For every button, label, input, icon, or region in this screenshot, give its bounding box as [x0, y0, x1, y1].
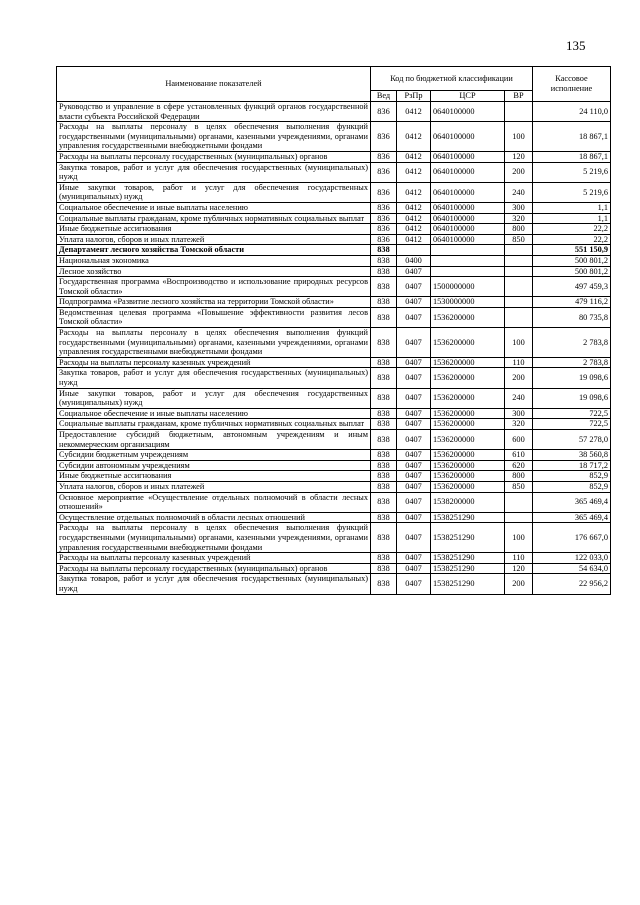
- row-vr: 200: [505, 574, 533, 594]
- row-vr: 300: [505, 202, 533, 213]
- row-csr: 0640100000: [431, 122, 505, 152]
- row-name: Расходы на выплаты персоналу казенных учреждений: [57, 553, 371, 564]
- row-amount: 5 219,6: [533, 182, 611, 202]
- row-rzpr: 0407: [397, 563, 431, 574]
- table-row: [57, 388, 611, 408]
- row-csr: 0640100000: [431, 202, 505, 213]
- row-csr: 1536200000: [431, 471, 505, 482]
- page-number: 135: [566, 38, 586, 53]
- row-vr: [505, 245, 533, 256]
- header-name: Наименование показателей: [57, 67, 371, 102]
- row-amount: 22 956,2: [533, 574, 611, 594]
- row-vr: 110: [505, 357, 533, 368]
- table-row: [57, 122, 611, 152]
- row-csr: 1538251290: [431, 512, 505, 523]
- row-name: Иные закупки товаров, работ и услуг для обеспечения государственных (муниципальных) нужд: [57, 182, 371, 202]
- table-row: [57, 563, 611, 574]
- row-csr: 1536200000: [431, 368, 505, 388]
- row-ved: 836: [371, 151, 397, 162]
- row-rzpr: 0407: [397, 307, 431, 327]
- row-rzpr: 0412: [397, 182, 431, 202]
- row-csr: 1530000000: [431, 297, 505, 308]
- row-csr: 1536200000: [431, 481, 505, 492]
- row-ved: 838: [371, 563, 397, 574]
- row-csr: 1536200000: [431, 460, 505, 471]
- row-rzpr: 0412: [397, 122, 431, 152]
- row-csr: 1538251290: [431, 563, 505, 574]
- row-ved: 838: [371, 419, 397, 430]
- row-csr: 1538251290: [431, 523, 505, 553]
- row-vr: 100: [505, 122, 533, 152]
- row-vr: 120: [505, 151, 533, 162]
- row-name: Расходы на выплаты персоналу в целях обеспечения выполнения функций государственными (муниципальными) органами, казенными учреждениями, органами управления государственными внебюджетными фондами: [57, 122, 371, 152]
- row-rzpr: [397, 245, 431, 256]
- row-ved: 838: [371, 388, 397, 408]
- row-csr: 1536200000: [431, 307, 505, 327]
- row-rzpr: 0407: [397, 328, 431, 358]
- row-rzpr: 0412: [397, 151, 431, 162]
- row-name: Закупка товаров, работ и услуг для обеспечения государственных (муниципальных) нужд: [57, 574, 371, 594]
- row-csr: 0640100000: [431, 182, 505, 202]
- table-row: [57, 460, 611, 471]
- row-name: Расходы на выплаты персоналу в целях обеспечения выполнения функций государственными (муниципальными) органами, казенными учреждениями, органами управления государственными внебюджетными фондами: [57, 523, 371, 553]
- row-csr: 1536200000: [431, 388, 505, 408]
- row-rzpr: 0407: [397, 450, 431, 461]
- row-rzpr: 0412: [397, 213, 431, 224]
- row-name: Субсидии бюджетным учреждениям: [57, 450, 371, 461]
- row-amount: 1,1: [533, 213, 611, 224]
- row-name: Предоставление субсидий бюджетным, автономным учреждениям и иным некоммерческим организациям: [57, 430, 371, 450]
- row-vr: 100: [505, 523, 533, 553]
- row-name: Руководство и управление в сфере установленных функций органов государственной власти субъекта Российской Федерации: [57, 102, 371, 122]
- row-ved: 838: [371, 328, 397, 358]
- row-name: Государственная программа «Воспроизводство и использование природных ресурсов Томской области»: [57, 277, 371, 297]
- row-amount: 18 717,2: [533, 460, 611, 471]
- row-name: Закупка товаров, работ и услуг для обеспечения государственных (муниципальных) нужд: [57, 162, 371, 182]
- row-amount: 722,5: [533, 419, 611, 430]
- row-amount: 22,2: [533, 234, 611, 245]
- header-csr: ЦСР: [431, 91, 505, 102]
- row-csr: 1500000000: [431, 277, 505, 297]
- row-ved: 836: [371, 122, 397, 152]
- table-row: [57, 234, 611, 245]
- row-csr: 1536200000: [431, 328, 505, 358]
- row-vr: [505, 266, 533, 277]
- row-name: Расходы на выплаты персоналу государственных (муниципальных) органов: [57, 563, 371, 574]
- table-row: [57, 512, 611, 523]
- row-ved: 838: [371, 408, 397, 419]
- row-amount: 497 459,3: [533, 277, 611, 297]
- row-csr: 1536200000: [431, 408, 505, 419]
- row-amount: 852,9: [533, 471, 611, 482]
- row-rzpr: 0407: [397, 408, 431, 419]
- row-name: Расходы на выплаты персоналу казенных учреждений: [57, 357, 371, 368]
- table-row: [57, 471, 611, 482]
- row-rzpr: 0412: [397, 224, 431, 235]
- row-name: Национальная экономика: [57, 255, 371, 266]
- row-ved: 838: [371, 512, 397, 523]
- table-row: [57, 297, 611, 308]
- row-vr: [505, 307, 533, 327]
- row-name: Расходы на выплаты персоналу в целях обеспечения выполнения функций государственными (муниципальными) органами, казенными учреждениями, органами управления государственными внебюджетными фондами: [57, 328, 371, 358]
- row-vr: [505, 102, 533, 122]
- row-rzpr: 0407: [397, 368, 431, 388]
- row-rzpr: 0407: [397, 512, 431, 523]
- row-vr: [505, 255, 533, 266]
- row-amount: 18 867,1: [533, 151, 611, 162]
- row-name: Социальное обеспечение и иные выплаты населению: [57, 202, 371, 213]
- row-ved: 838: [371, 471, 397, 482]
- row-csr: 0640100000: [431, 102, 505, 122]
- table-row: [57, 224, 611, 235]
- row-csr: 1536200000: [431, 430, 505, 450]
- table-row: [57, 245, 611, 256]
- header-vr: ВР: [505, 91, 533, 102]
- row-csr: 1538251290: [431, 574, 505, 594]
- row-name: Иные бюджетные ассигнования: [57, 224, 371, 235]
- table-row: [57, 277, 611, 297]
- row-amount: 365 469,4: [533, 492, 611, 512]
- row-vr: [505, 512, 533, 523]
- row-name: Департамент лесного хозяйства Томской области: [57, 245, 371, 256]
- row-rzpr: 0412: [397, 202, 431, 213]
- table-row: [57, 102, 611, 122]
- table-row: [57, 151, 611, 162]
- row-name: Ведомственная целевая программа «Повышение эффективности развития лесов Томской области»: [57, 307, 371, 327]
- row-vr: 800: [505, 224, 533, 235]
- row-ved: 836: [371, 202, 397, 213]
- row-amount: 722,5: [533, 408, 611, 419]
- row-ved: 836: [371, 182, 397, 202]
- row-rzpr: 0407: [397, 471, 431, 482]
- row-amount: 19 098,6: [533, 388, 611, 408]
- table-row: [57, 492, 611, 512]
- row-vr: 120: [505, 563, 533, 574]
- row-ved: 838: [371, 574, 397, 594]
- row-vr: 320: [505, 213, 533, 224]
- header-execution: Кассовое исполнение: [533, 67, 611, 102]
- row-csr: [431, 255, 505, 266]
- row-csr: 0640100000: [431, 151, 505, 162]
- row-ved: 836: [371, 224, 397, 235]
- row-name: Социальные выплаты гражданам, кроме публичных нормативных социальных выплат: [57, 419, 371, 430]
- row-name: Социальное обеспечение и иные выплаты населению: [57, 408, 371, 419]
- row-rzpr: 0407: [397, 266, 431, 277]
- row-csr: 0640100000: [431, 213, 505, 224]
- row-vr: [505, 277, 533, 297]
- row-vr: 620: [505, 460, 533, 471]
- row-rzpr: 0407: [397, 419, 431, 430]
- row-csr: 1536200000: [431, 419, 505, 430]
- table-row: [57, 430, 611, 450]
- table-row: [57, 213, 611, 224]
- row-amount: 852,9: [533, 481, 611, 492]
- table-row: [57, 266, 611, 277]
- table-row: [57, 162, 611, 182]
- row-amount: 122 033,0: [533, 553, 611, 564]
- row-ved: 836: [371, 213, 397, 224]
- row-ved: 838: [371, 255, 397, 266]
- table-row: [57, 408, 611, 419]
- row-name: Осуществление отдельных полномочий в области лесных отношений: [57, 512, 371, 523]
- row-ved: 838: [371, 553, 397, 564]
- row-vr: 100: [505, 328, 533, 358]
- row-rzpr: 0407: [397, 297, 431, 308]
- row-csr: 1536200000: [431, 357, 505, 368]
- row-csr: 1538251290: [431, 553, 505, 564]
- row-amount: 22,2: [533, 224, 611, 235]
- row-amount: 500 801,2: [533, 266, 611, 277]
- row-amount: 2 783,8: [533, 328, 611, 358]
- row-rzpr: 0412: [397, 234, 431, 245]
- row-ved: 838: [371, 481, 397, 492]
- table-body: [57, 102, 611, 595]
- row-csr: 0640100000: [431, 224, 505, 235]
- row-ved: 838: [371, 357, 397, 368]
- row-ved: 838: [371, 492, 397, 512]
- row-ved: 836: [371, 102, 397, 122]
- row-rzpr: 0407: [397, 574, 431, 594]
- table-row: [57, 307, 611, 327]
- row-amount: 80 735,8: [533, 307, 611, 327]
- row-ved: 838: [371, 523, 397, 553]
- row-ved: 838: [371, 368, 397, 388]
- row-amount: 5 219,6: [533, 162, 611, 182]
- row-name: Уплата налогов, сборов и иных платежей: [57, 234, 371, 245]
- row-csr: 0640100000: [431, 162, 505, 182]
- row-rzpr: 0412: [397, 162, 431, 182]
- table-row: [57, 523, 611, 553]
- header-code-group: Код по бюджетной классификации: [371, 67, 533, 91]
- row-rzpr: 0407: [397, 492, 431, 512]
- table-row: [57, 182, 611, 202]
- row-amount: 24 110,0: [533, 102, 611, 122]
- row-amount: 1,1: [533, 202, 611, 213]
- row-vr: 610: [505, 450, 533, 461]
- row-vr: [505, 297, 533, 308]
- row-name: Закупка товаров, работ и услуг для обеспечения государственных (муниципальных) нужд: [57, 368, 371, 388]
- row-rzpr: 0407: [397, 553, 431, 564]
- row-rzpr: 0407: [397, 481, 431, 492]
- row-vr: 240: [505, 182, 533, 202]
- row-ved: 838: [371, 460, 397, 471]
- row-csr: 1538200000: [431, 492, 505, 512]
- row-csr: [431, 266, 505, 277]
- row-csr: 1536200000: [431, 450, 505, 461]
- row-rzpr: 0412: [397, 102, 431, 122]
- row-ved: 836: [371, 234, 397, 245]
- row-vr: [505, 492, 533, 512]
- row-vr: 300: [505, 408, 533, 419]
- row-vr: 110: [505, 553, 533, 564]
- row-name: Социальные выплаты гражданам, кроме публичных нормативных социальных выплат: [57, 213, 371, 224]
- row-name: Подпрограмма «Развитие лесного хозяйства на территории Томской области»: [57, 297, 371, 308]
- row-ved: 838: [371, 307, 397, 327]
- row-amount: 57 278,0: [533, 430, 611, 450]
- table-row: [57, 450, 611, 461]
- row-ved: 836: [371, 162, 397, 182]
- row-vr: 200: [505, 162, 533, 182]
- row-vr: 800: [505, 471, 533, 482]
- row-amount: 551 150,9: [533, 245, 611, 256]
- row-name: Субсидии автономным учреждениям: [57, 460, 371, 471]
- row-name: Основное мероприятие «Осуществление отдельных полномочий в области лесных отношений»: [57, 492, 371, 512]
- row-vr: 240: [505, 388, 533, 408]
- table-row: [57, 574, 611, 594]
- row-ved: 838: [371, 277, 397, 297]
- budget-execution-table: [56, 66, 611, 595]
- table-row: [57, 255, 611, 266]
- row-name: Иные бюджетные ассигнования: [57, 471, 371, 482]
- row-name: Иные закупки товаров, работ и услуг для обеспечения государственных (муниципальных) нужд: [57, 388, 371, 408]
- row-csr: [431, 245, 505, 256]
- row-amount: 500 801,2: [533, 255, 611, 266]
- table-row: [57, 368, 611, 388]
- row-name: Лесное хозяйство: [57, 266, 371, 277]
- row-name: Расходы на выплаты персоналу государственных (муниципальных) органов: [57, 151, 371, 162]
- row-vr: 850: [505, 481, 533, 492]
- row-amount: 18 867,1: [533, 122, 611, 152]
- row-vr: 320: [505, 419, 533, 430]
- table-row: [57, 481, 611, 492]
- row-amount: 19 098,6: [533, 368, 611, 388]
- table-row: [57, 419, 611, 430]
- row-vr: 600: [505, 430, 533, 450]
- row-amount: 54 634,0: [533, 563, 611, 574]
- table-row: [57, 357, 611, 368]
- row-ved: 838: [371, 450, 397, 461]
- row-csr: 0640100000: [431, 234, 505, 245]
- row-ved: 838: [371, 297, 397, 308]
- row-rzpr: 0407: [397, 277, 431, 297]
- row-rzpr: 0407: [397, 388, 431, 408]
- row-rzpr: 0400: [397, 255, 431, 266]
- row-amount: 38 560,8: [533, 450, 611, 461]
- row-rzpr: 0407: [397, 523, 431, 553]
- row-rzpr: 0407: [397, 357, 431, 368]
- row-rzpr: 0407: [397, 430, 431, 450]
- header-ved: Вед: [371, 91, 397, 102]
- row-ved: 838: [371, 266, 397, 277]
- table-row: [57, 553, 611, 564]
- row-ved: 838: [371, 245, 397, 256]
- row-amount: 365 469,4: [533, 512, 611, 523]
- table-row: [57, 328, 611, 358]
- row-name: Уплата налогов, сборов и иных платежей: [57, 481, 371, 492]
- header-rzpr: РзПр: [397, 91, 431, 102]
- row-vr: 200: [505, 368, 533, 388]
- table-row: [57, 202, 611, 213]
- row-amount: 2 783,8: [533, 357, 611, 368]
- row-vr: 850: [505, 234, 533, 245]
- row-ved: 838: [371, 430, 397, 450]
- row-amount: 176 667,0: [533, 523, 611, 553]
- row-rzpr: 0407: [397, 460, 431, 471]
- row-amount: 479 116,2: [533, 297, 611, 308]
